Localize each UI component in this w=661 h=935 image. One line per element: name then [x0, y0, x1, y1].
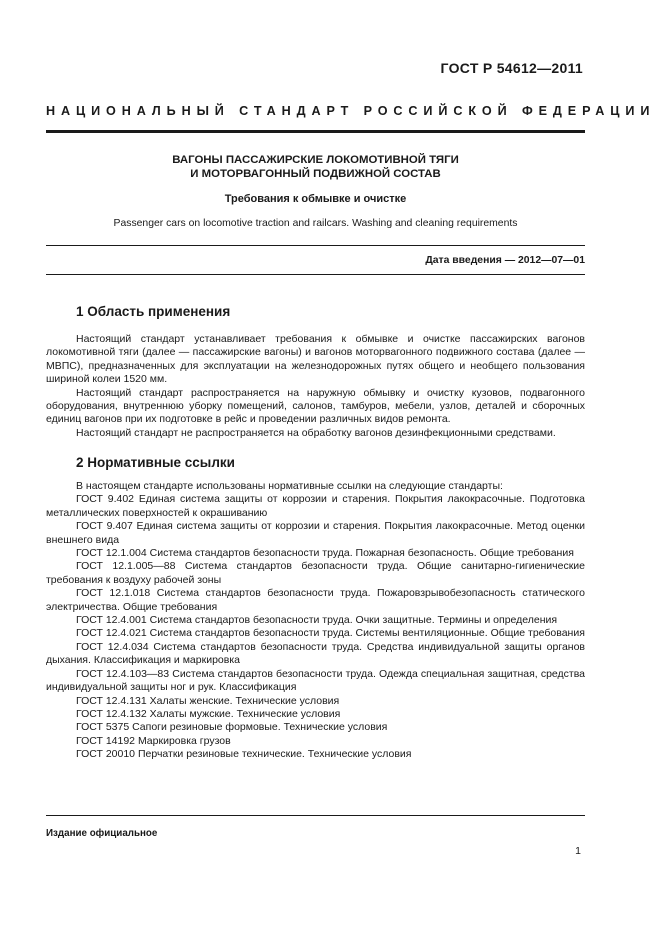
- reference-item: ГОСТ 12.4.021 Система стандартов безопасности труда. Системы вентиляционные. Общие требования: [76, 627, 585, 640]
- section-2-heading: 2 Нормативные ссылки: [76, 455, 235, 470]
- reference-item: ГОСТ 14192 Маркировка грузов: [76, 734, 231, 747]
- document-title: [46, 153, 585, 181]
- reference-item: ГОСТ 12.4.103—83 Система стандартов безопасности труда. Одежда специальная защитная, средства индивидуальной защиты ног и рук. Классификация: [46, 667, 585, 694]
- date-rule: [46, 274, 585, 275]
- document-subtitle: Требования к обмывке и очистке: [224, 193, 407, 205]
- reference-item: ГОСТ 12.4.001 Система стандартов безопасности труда. Очки защитные. Термины и определения: [76, 614, 558, 627]
- page-number: 1: [575, 845, 581, 857]
- paragraph: Настоящий стандарт распространяется на наружную обмывку и очистку кузовов, подвагонного оборудования, внутреннюю уборку помещений, салонов, тамбуров, мебели, узлов, деталей и сборочных единиц вагонов при их подготовке в рейс и проведении различных видов ремонта.: [46, 386, 585, 426]
- reference-item: ГОСТ 9.407 Единая система защиты от коррозии и старения. Покрытия лакокрасочные. Метод оценки внешнего вида: [46, 520, 585, 546]
- header-rule: [46, 130, 585, 133]
- official-edition-note: Издание официальное: [46, 828, 158, 839]
- paragraph: Настоящий стандарт устанавливает требования к обмывке и очистке пассажирских вагонов локомотивной тяги (далее — пассажирские вагоны) и вагонов моторвагонного подвижного состава (далее — МВПС), предназначенных для эксплуатации на железнодорожных путях общего и необщего пользования шириной колеи 1520 мм.: [46, 333, 585, 386]
- introduction-date: Дата введения — 2012—07—01: [425, 255, 585, 266]
- references-intro: В настоящем стандарте использованы нормативные ссылки на следующие стандарты:: [76, 480, 503, 492]
- reference-item: ГОСТ 12.4.132 Халаты мужские. Технические условия: [76, 707, 341, 720]
- title-line-2: И МОТОРВАГОННЫЙ ПОДВИЖНОЙ СОСТАВ: [190, 168, 441, 180]
- section-1-body: [46, 333, 585, 440]
- reference-item: ГОСТ 5375 Сапоги резиновые формовые. Технические условия: [76, 721, 388, 734]
- reference-item: ГОСТ 12.1.005—88 Система стандартов безопасности труда. Общие санитарно-гигиенические требования к воздуху рабочей зоны: [46, 560, 585, 586]
- reference-item: ГОСТ 12.4.034 Система стандартов безопасности труда. Средства индивидуальной защиты органов дыхания. Классификация и маркировка: [46, 640, 585, 667]
- national-standard-title: НАЦИОНАЛЬНЫЙ СТАНДАРТ РОССИЙСКОЙ ФЕДЕРАЦИИ: [46, 104, 656, 118]
- reference-item: ГОСТ 12.1.018 Система стандартов безопасности труда. Пожаровзрывобезопасность статического электричества. Общие требования: [46, 587, 585, 613]
- paragraph: Настоящий стандарт не распространяется на обработку вагонов дезинфекционными средствами.: [76, 426, 556, 439]
- reference-item: ГОСТ 20010 Перчатки резиновые технические. Технические условия: [76, 748, 412, 761]
- section-1-heading: 1 Область применения: [76, 304, 231, 319]
- section-2-body: [46, 480, 585, 762]
- reference-item: ГОСТ 12.1.004 Система стандартов безопасности труда. Пожарная безопасность. Общие требования: [76, 547, 574, 560]
- title-line-1: ВАГОНЫ ПАССАЖИРСКИЕ ЛОКОМОТИВНОЙ ТЯГИ: [172, 154, 459, 166]
- reference-item: ГОСТ 12.4.131 Халаты женские. Технические условия: [76, 694, 340, 707]
- footer-rule: [46, 815, 585, 816]
- document-number: ГОСТ Р 54612—2011: [440, 60, 583, 76]
- title-rule: [46, 245, 585, 246]
- english-title: Passenger cars on locomotive traction and railcars. Washing and cleaning requirements: [113, 218, 518, 229]
- reference-item: ГОСТ 9.402 Единая система защиты от коррозии и старения. Покрытия лакокрасочные. Подготовка металлических поверхностей к окрашиванию: [46, 493, 585, 519]
